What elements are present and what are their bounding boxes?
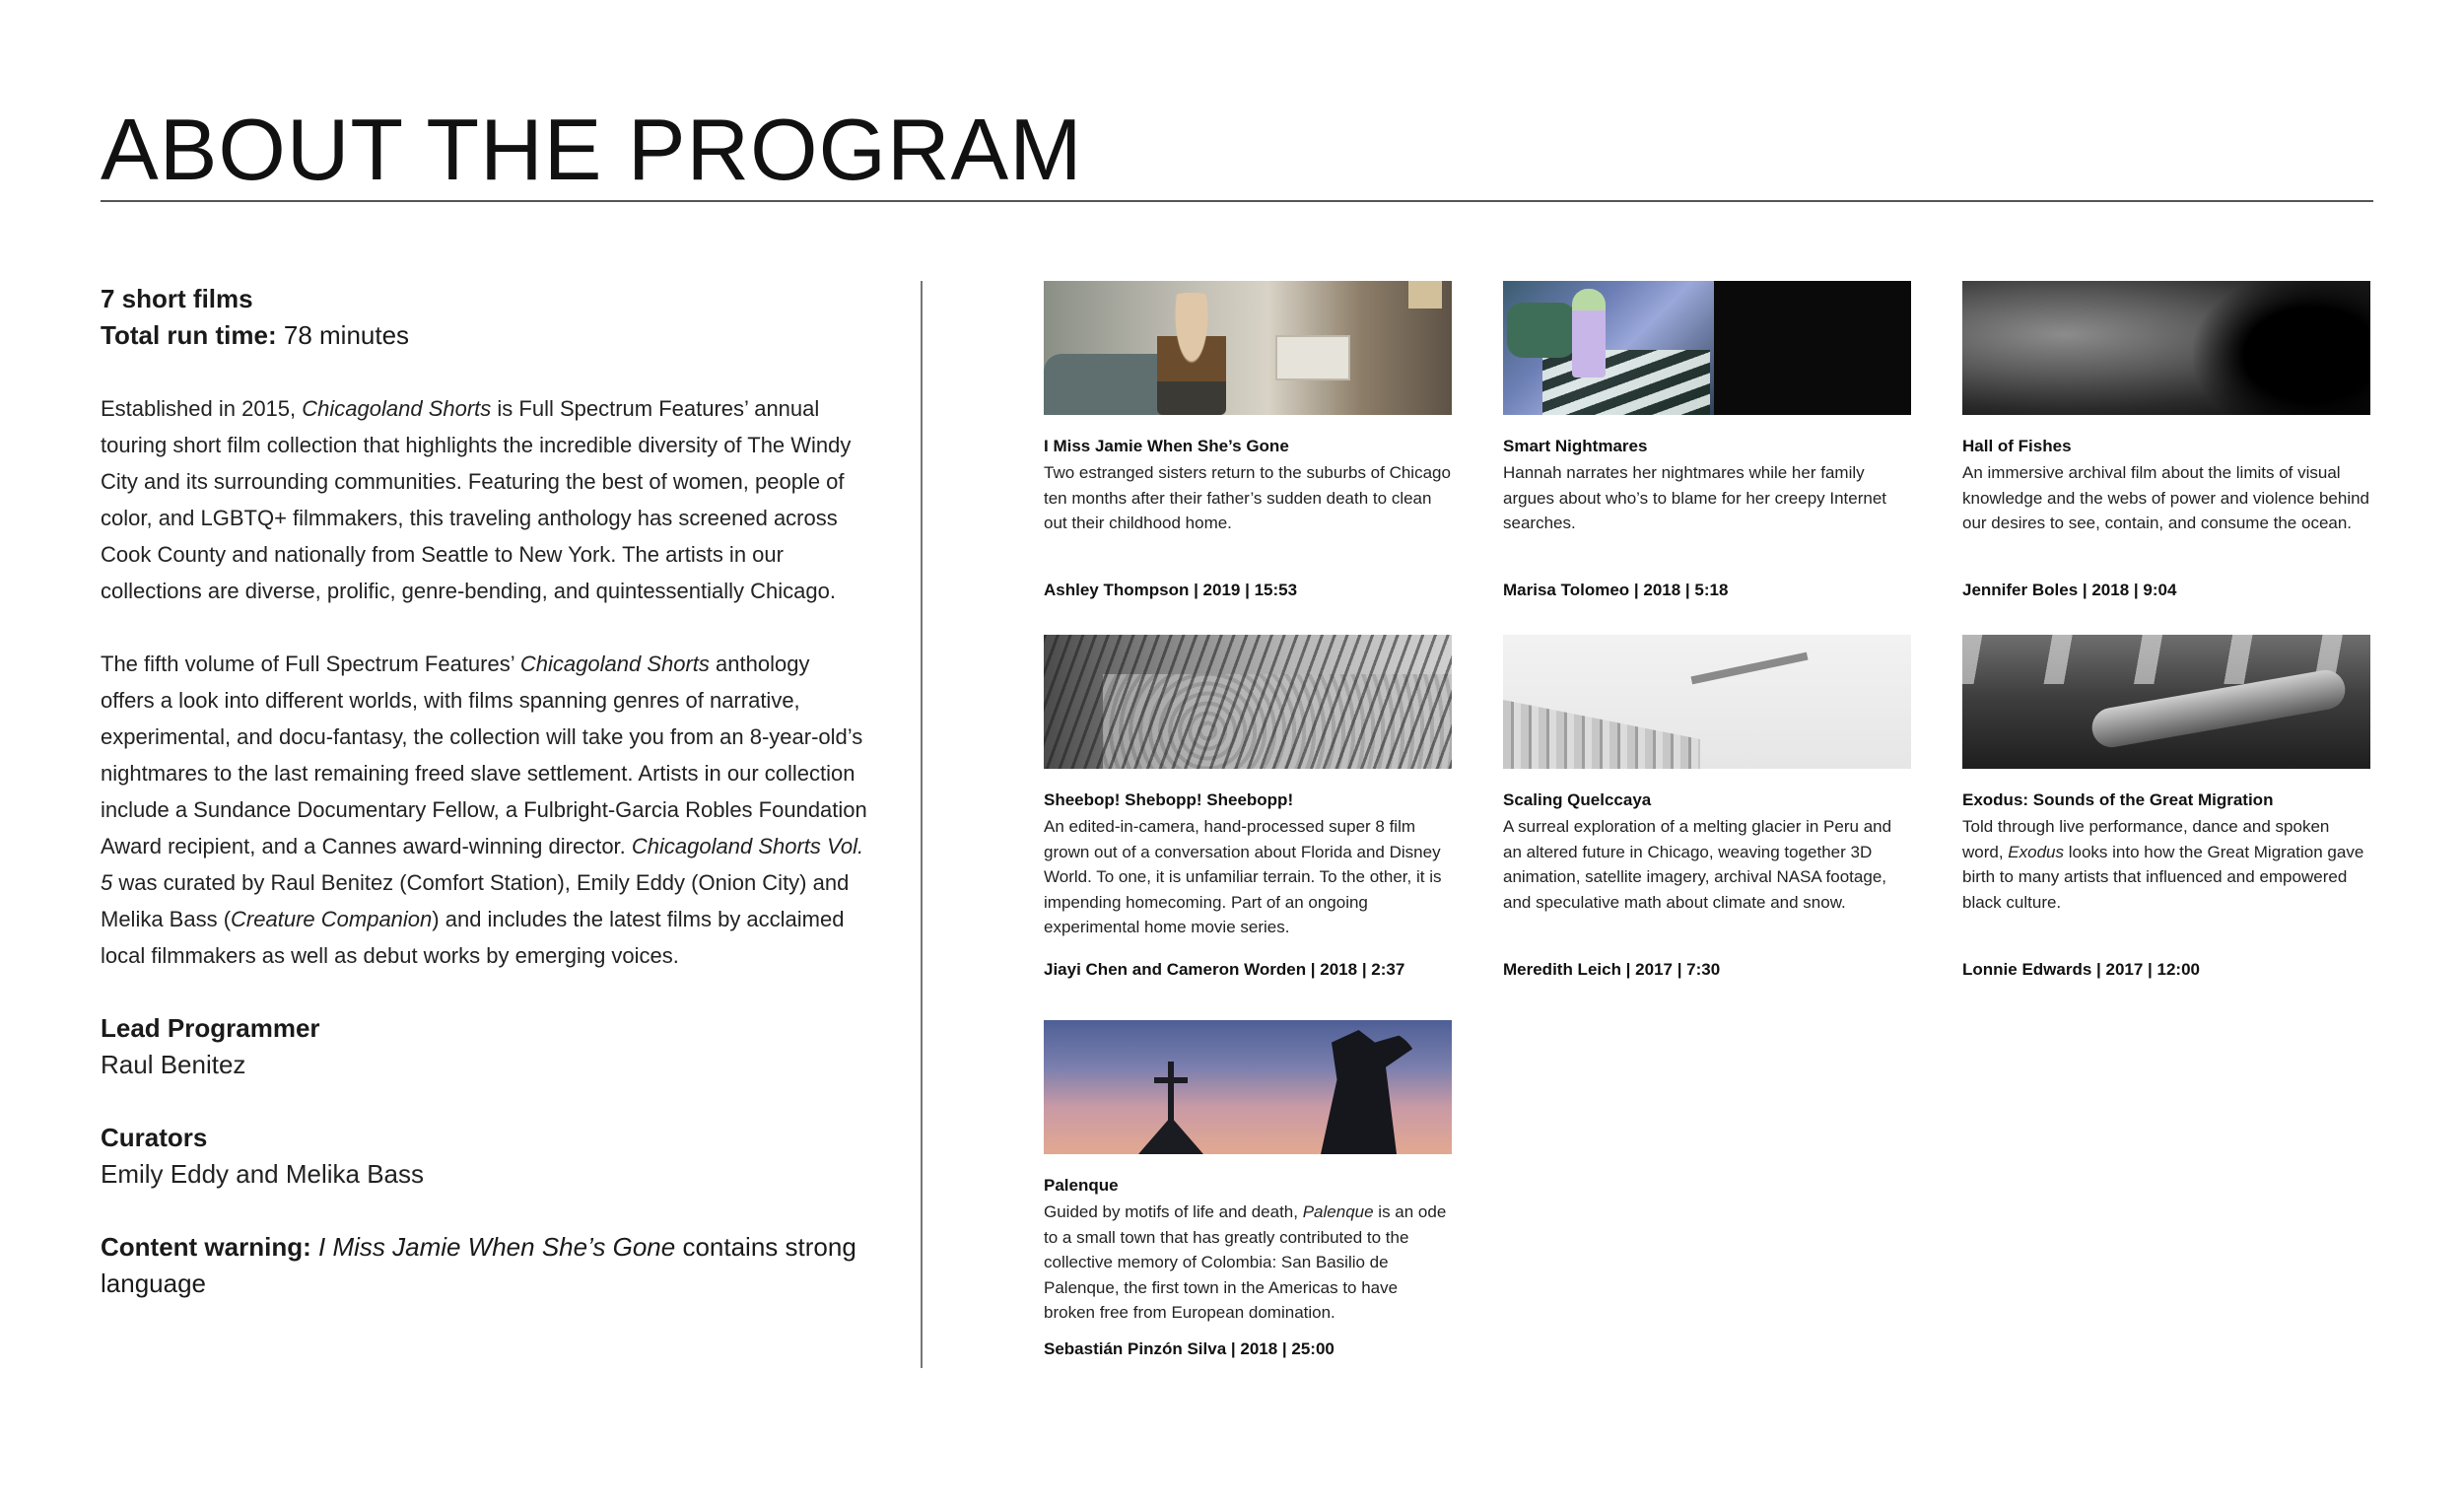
film-card — [1503, 635, 1911, 979]
content-warning-rest: contains strong language — [101, 1232, 856, 1298]
intro-paragraph-1 — [101, 390, 869, 609]
film-title: Exodus: Sounds of the Great Migration — [1962, 790, 2274, 809]
film-title: Sheebop! Shebopp! Sheebopp! — [1044, 790, 1294, 809]
film-desc-text-c: is an ode to a small town that has greatly contributed to the collective memory of Colombia: San Basilio de Palenque, the first town in the Americas to have broken free from European domination. — [1044, 1202, 1447, 1322]
film-thumbnail[interactable] — [1044, 1020, 1452, 1154]
intro-1-text-c: is Full Spectrum Features’ annual touring short film collection that highlights the incredible diversity of The Windy City and its surrounding communities. Featuring the best of women, people of color, and LGBTQ+ filmmakers, this traveling anthology has screened across Cook County and nationally from Seattle to New York. The artists in our collections are diverse, prolific, genre-bending, and quintessentially Chicago. — [101, 396, 852, 603]
thumb-ramp — [1690, 652, 1808, 685]
intro-2-text-g: ) and includes the latest films by acclaimed local filmmakers as well as debut works by emerging voices. — [101, 907, 845, 968]
program-overview — [101, 281, 869, 1302]
intro-2-text-a: The fifth volume of Full Spectrum Features’ — [101, 652, 520, 676]
film-desc-text-c: looks into how the Great Migration gave birth to many artists that influenced and empowered black culture. — [1962, 842, 2364, 912]
film-card — [1044, 281, 1452, 599]
intro-2-text-c: anthology offers a look into different worlds, with films spanning genres of narrative, experimental, and docu-fantasy, the collection will take you from an 8-year-old’s nightmares to the last remaining freed slave settlement. Artists in our collection include a Sundance Documentary Fellow, a Fulbright-Garcia Robles Foundation Award recipient, and a Cannes award-winning director. — [101, 652, 867, 858]
intro-paragraph-2 — [101, 646, 869, 974]
thumb-cross — [1168, 1062, 1174, 1121]
film-thumbnail[interactable] — [1503, 281, 1911, 415]
thumb-person — [1157, 293, 1226, 415]
thumb-city — [1503, 670, 1700, 769]
film-thumbnail[interactable] — [1962, 281, 2370, 415]
film-title: Palenque — [1044, 1176, 1119, 1195]
intro-2-italic-f: Creature Companion — [231, 907, 433, 931]
film-title: I Miss Jamie When She’s Gone — [1044, 437, 1289, 455]
film-thumbnail[interactable] — [1044, 635, 1452, 769]
lead-programmer-label: Lead Programmer — [101, 1013, 320, 1043]
film-thumbnail[interactable] — [1503, 635, 1911, 769]
page-title: ABOUT THE PROGRAM — [101, 101, 1083, 198]
lead-programmer — [101, 1010, 869, 1083]
thumb-figure — [1572, 289, 1606, 377]
film-desc-text-a: Told through live performance, dance and spoken word, — [1962, 817, 2330, 861]
film-card — [1044, 1020, 1452, 1358]
film-description: Two estranged sisters return to the suburbs of Chicago ten months after their father’s sudden death to clean out their childhood home. — [1044, 463, 1451, 532]
thumb-statue — [1310, 1030, 1418, 1154]
title-divider — [101, 200, 2373, 202]
film-desc-italic: Palenque — [1302, 1202, 1374, 1221]
film-desc-text-a: Guided by motifs of life and death, — [1044, 1202, 1303, 1221]
content-warning — [101, 1229, 869, 1302]
thumb-cross-bar — [1154, 1077, 1188, 1083]
curators — [101, 1120, 869, 1193]
lead-programmer-name: Raul Benitez — [101, 1050, 246, 1079]
curators-names: Emily Eddy and Melika Bass — [101, 1159, 425, 1189]
thumb-air-conditioner — [1275, 335, 1350, 380]
thumb-chair — [1507, 303, 1576, 358]
film-description — [1044, 1200, 1452, 1326]
film-credit: Ashley Thompson | 2019 | 15:53 — [1044, 581, 1298, 599]
film-card — [1962, 635, 2370, 979]
film-credit: Sebastián Pinzón Silva | 2018 | 25:00 — [1044, 1339, 1335, 1358]
film-title: Smart Nightmares — [1503, 437, 1648, 455]
runtime — [101, 317, 869, 354]
content-warning-film: I Miss Jamie When She’s Gone — [318, 1232, 676, 1262]
content-warning-text — [101, 1229, 869, 1302]
film-description: An immersive archival film about the limits of visual knowledge and the webs of power and violence behind our desires to see, contain, and consume the ocean. — [1962, 463, 2370, 532]
film-desc-italic: Exodus — [2008, 842, 2064, 861]
films-count: 7 short films — [101, 284, 253, 313]
intro-2-text-e: was curated by Raul Benitez (Comfort Station), Emily Eddy (Onion City) and Melika Bass ( — [101, 870, 850, 931]
thumb-lamp — [1408, 281, 1442, 309]
curators-label: Curators — [101, 1123, 208, 1152]
column-divider — [921, 281, 923, 1368]
runtime-label: Total run time: — [101, 320, 277, 350]
content-warning-label: Content warning: — [101, 1232, 311, 1262]
film-thumbnail[interactable] — [1044, 281, 1452, 415]
film-credit: Meredith Leich | 2017 | 7:30 — [1503, 960, 1721, 979]
film-title: Scaling Quelccaya — [1503, 790, 1652, 809]
thumb-steeple — [1138, 1117, 1203, 1154]
film-card — [1962, 281, 2370, 599]
film-description: Hannah narrates her nightmares while her family argues about who’s to blame for her creepy Internet searches. — [1503, 463, 1887, 532]
film-card — [1503, 281, 1911, 599]
film-credit: Marisa Tolomeo | 2018 | 5:18 — [1503, 581, 1729, 599]
film-description — [1962, 814, 2370, 915]
film-credit: Jiayi Chen and Cameron Worden | 2018 | 2:37 — [1044, 960, 1405, 979]
film-description: An edited-in-camera, hand-processed super 8 film grown out of a conversation about Florida and Disney World. To one, it is unfamiliar terrain. To the other, it is impending homecoming. Part of an ongoing experimental home movie series. — [1044, 817, 1442, 936]
film-credit: Jennifer Boles | 2018 | 9:04 — [1962, 581, 2177, 599]
intro-2-italic-b: Chicagoland Shorts — [519, 652, 710, 676]
thumb-floor — [1542, 350, 1710, 415]
film-card — [1044, 635, 1452, 979]
film-thumbnail[interactable] — [1962, 635, 2370, 769]
intro-1-text-a: Established in 2015, — [101, 396, 303, 421]
thumb-shadow — [2193, 281, 2370, 415]
film-description: A surreal exploration of a melting glacier in Peru and an altered future in Chicago, weaving together 3D animation, satellite imagery, archival NASA footage, and speculative math about climate and snow. — [1503, 817, 1892, 912]
thumb-fronds — [1044, 635, 1452, 769]
intro-1-italic: Chicagoland Shorts — [302, 396, 492, 421]
intro-2-italic-d: Chicagoland Shorts Vol. 5 — [101, 834, 864, 895]
runtime-value: 78 minutes — [283, 320, 410, 350]
film-title: Hall of Fishes — [1962, 437, 2072, 455]
film-credit: Lonnie Edwards | 2017 | 12:00 — [1962, 960, 2200, 979]
